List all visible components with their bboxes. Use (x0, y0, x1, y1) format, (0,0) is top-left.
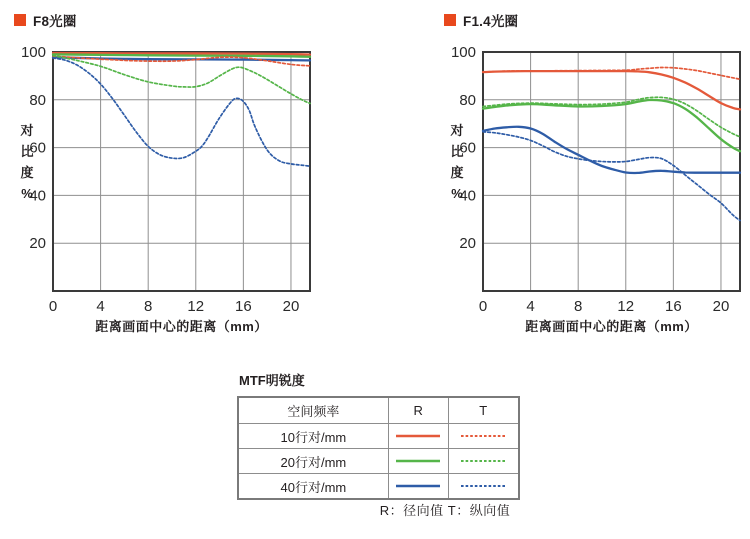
y-axis-label-char: % (451, 186, 463, 201)
plot-border (53, 52, 310, 291)
x-tick-label: 0 (48, 298, 58, 315)
legend-swatch-cell-r (388, 424, 448, 449)
chart-title-text: F1.4光圈 (463, 14, 519, 29)
curve-40行对/mm R (483, 127, 740, 173)
header-t: T (448, 397, 519, 424)
y-axis-label-char: 对 (20, 123, 34, 138)
curve-20行对/mm T (53, 56, 310, 104)
orange-square-icon (14, 14, 26, 26)
y-tick-label: 20 (459, 235, 476, 253)
x-tick-label: 20 (282, 298, 300, 315)
chart-title-f14 (444, 10, 518, 30)
x-tick-label: 16 (235, 298, 252, 315)
header-r: R (388, 397, 448, 424)
y-axis-label-char: 度 (450, 165, 464, 180)
y-axis-label-char: 对 (450, 123, 464, 138)
curve-10行对/mm T (483, 68, 740, 80)
legend-frequency-label: 10行对/mm (238, 424, 388, 449)
dotted-line-icon (458, 432, 508, 440)
x-tick-label: 8 (144, 298, 153, 315)
x-tick-label: 8 (574, 298, 583, 315)
legend-swatch-cell-r (388, 474, 448, 500)
x-axis-label: 距离画面中心的距离（mm） (525, 319, 698, 334)
solid-line-icon (393, 432, 443, 440)
mtf-chart-f8 (10, 40, 340, 325)
chart-title-f8 (14, 10, 77, 30)
x-axis-label: 距离画面中心的距离（mm） (95, 319, 268, 334)
y-tick-label: 40 (459, 187, 476, 205)
legend-frequency-label: 40行对/mm (238, 474, 388, 500)
dotted-line-icon (458, 482, 508, 490)
legend-table-title: MTF明锐度 (239, 373, 305, 388)
x-tick-label: 20 (712, 298, 730, 315)
header-spatial-frequency: 空间频率 (238, 397, 388, 424)
y-tick-label: 100 (20, 44, 46, 61)
legend-swatch-cell-r (388, 449, 448, 474)
legend-row (238, 474, 519, 500)
legend-table (237, 396, 520, 500)
x-tick-label: 4 (526, 298, 535, 315)
y-axis-label-char: 度 (20, 165, 34, 180)
plot-border (483, 52, 740, 291)
orange-square-icon (444, 14, 456, 26)
y-tick-label: 80 (29, 91, 46, 109)
curve-20行对/mm T (483, 97, 740, 137)
curve-40行对/mm T (53, 58, 310, 166)
y-tick-label: 60 (29, 139, 46, 157)
y-tick-label: 40 (29, 187, 46, 205)
legend-swatch-cell-t (448, 449, 519, 474)
solid-line-icon (393, 482, 443, 490)
x-tick-label: 16 (665, 298, 682, 315)
curve-40行对/mm T (483, 132, 740, 221)
chart-panel-f14 (440, 8, 750, 353)
chart-panel-f8 (10, 8, 350, 353)
mtf-legend-block (237, 370, 524, 500)
legend-footnote: R：径向值 T：纵向值 (379, 503, 511, 518)
y-axis-label-char: 比 (20, 144, 34, 159)
y-axis-label-char: 比 (450, 144, 464, 159)
curve-20行对/mm R (483, 100, 740, 151)
x-tick-label: 4 (96, 298, 105, 315)
dotted-line-icon (458, 457, 508, 465)
y-tick-label: 100 (450, 44, 476, 61)
legend-header-row (238, 397, 519, 424)
y-tick-label: 20 (29, 235, 46, 253)
legend-row (238, 449, 519, 474)
x-tick-label: 12 (617, 298, 635, 315)
x-tick-label: 12 (187, 298, 205, 315)
y-axis-label-char: % (21, 186, 33, 201)
mtf-chart-f14 (440, 40, 750, 325)
legend-swatch-cell-t (448, 474, 519, 500)
solid-line-icon (393, 457, 443, 465)
x-tick-label: 0 (478, 298, 488, 315)
y-tick-label: 60 (459, 139, 476, 157)
chart-title-text: F8光圈 (33, 14, 77, 29)
legend-frequency-label: 20行对/mm (238, 449, 388, 474)
legend-row (238, 424, 519, 449)
y-tick-label: 80 (459, 91, 476, 109)
legend-swatch-cell-t (448, 424, 519, 449)
